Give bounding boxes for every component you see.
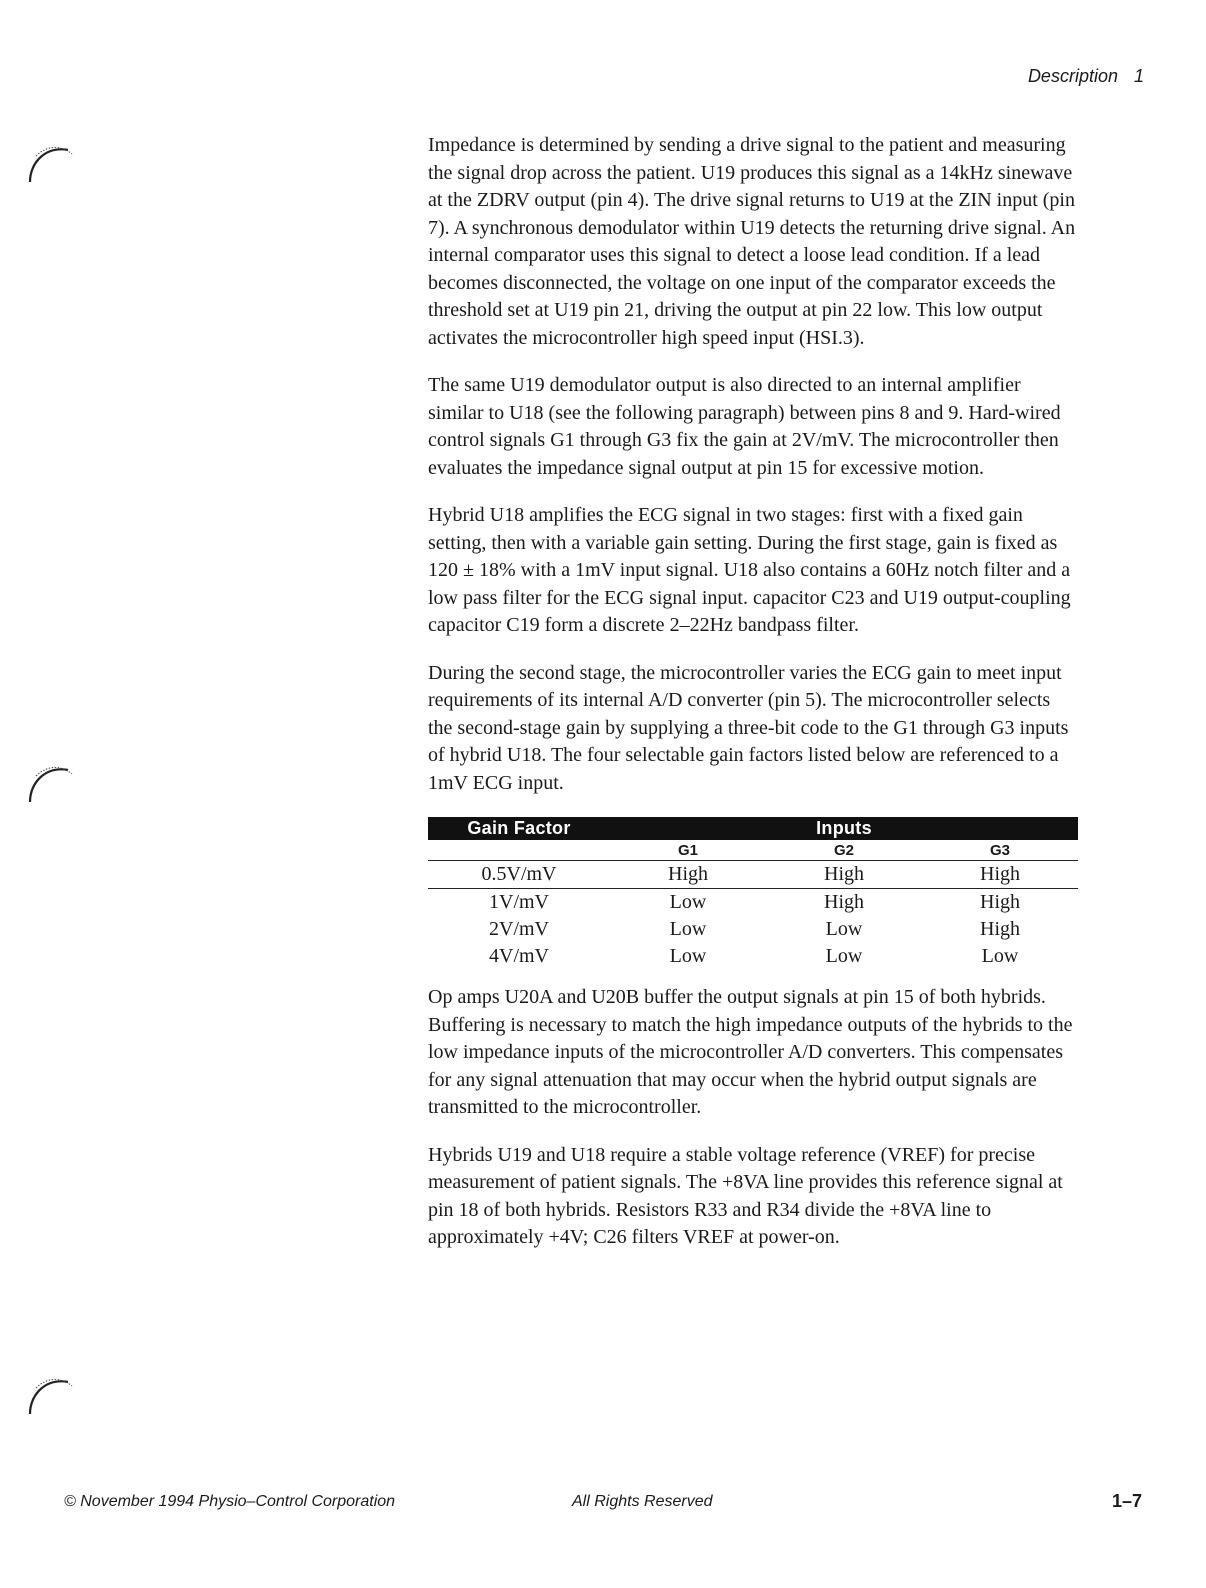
body-text [428,132,1078,1272]
table-row [428,889,1078,917]
header-section: Description [1027,66,1118,86]
column-g1: G1 [610,840,766,861]
paragraph-hybrid-u18: Hybrid U18 amplifies the ECG signal in two stages: first with a fixed gain setting, then with a variable gain setting. During the first stage, gain is fixed as 120 ± 18% with a 1mV input signal. U18 also contains a 60Hz notch filter and a low pass filter for the ECG signal input. capacitor C23 and U19 output-coupling capacitor C19 form a discrete 2–22Hz bandpass filter. [428,504,1071,636]
table-subheader-row [428,840,1078,861]
binder-hole-bottom [28,1372,76,1420]
g2-value: High [824,891,864,913]
g2-value: High [766,861,922,889]
running-header [1028,66,1144,87]
column-g3: G3 [922,840,1078,861]
g1-value: Low [669,918,707,940]
table-row [428,943,1078,970]
g1-value: Low [669,945,707,967]
g3-value: High [980,918,1020,940]
paragraph-demodulator: The same U19 demodulator output is also directed to an internal amplifier similar to U18 (see the following paragraph) between pins 8 and 9. Hard-wired control signals G1 through G3 fix the gain at 2V/mV. The microcontroller then evaluates the impedance signal output at pin 15 for excessive motion. [428,374,1061,479]
gain-value: 2V/mV [489,918,549,940]
table-subheader-blank [428,840,610,861]
header-chapter: 1 [1133,66,1144,86]
paragraph-second-stage: During the second stage, the microcontroller varies the ECG gain to meet input requirements of its internal A/D converter (pin 5). The microcontroller selects the second-stage gain by supplying a three-bit code to the G1 through G3 inputs of hybrid U18. The four selectable gain factors listed below are referenced to a 1mV ECG input. [428,661,1069,794]
table-header-gain: Gain Factor [428,817,610,840]
gain-value: 0.5V/mV [428,861,610,889]
binder-hole-middle [28,760,76,808]
gain-value: 1V/mV [489,891,549,913]
g3-value: High [980,891,1020,913]
g1-value: High [610,861,766,889]
footer-copyright: © November 1994 Physio–Control Corporation [64,1493,396,1510]
table-header-row [428,817,1078,840]
paragraph-vref: Hybrids U19 and U18 require a stable voltage reference (VREF) for precise measurement of patient signals. The +8VA line provides this reference signal at pin 18 of both hybrids. Resistors R33 and R34 divide the +8VA line to approximately +4V; C26 filters VREF at power-on. [428,1143,1063,1248]
gain-value: 4V/mV [489,945,549,967]
footer-rights: All Rights Reserved [572,1493,713,1510]
g3-value: Low [981,945,1019,967]
g1-value: Low [669,891,707,913]
gain-factor-table [428,817,1078,970]
g3-value: High [922,861,1078,889]
column-g2: G2 [766,840,922,861]
g2-value: Low [825,945,863,967]
g2-value: Low [825,918,863,940]
table-header-inputs: Inputs [610,817,1078,840]
paragraph-impedance: Impedance is determined by sending a drive signal to the patient and measuring the signal drop across the patient. U19 produces this signal as a 14kHz sinewave at the ZDRV output (pin 4). The drive signal returns to U19 at the ZIN input (pin 7). A synchronous demodulator within U19 detects the returning drive signal. An internal comparator uses this signal to detect a loose lead condition. If a lead becomes disconnected, the voltage on one input of the comparator exceeds the threshold set at U19 pin 21, driving the output at pin 22 low. This low output activates the microcontroller high speed input (HSI.3). [428,134,1076,349]
table-row [428,916,1078,943]
paragraph-op-amps: Op amps U20A and U20B buffer the output signals at pin 15 of both hybrids. Buffering is necessary to match the high impedance outputs of the hybrids to the low impedance inputs of the microcontroller A/D converters. This compensates for any signal attenuation that may occur when the hybrid output signals are transmitted to the microcontroller. [428,986,1073,1118]
binder-hole-top [28,140,76,188]
table-row [428,861,1078,889]
page-number: 1–7 [1111,1491,1142,1511]
